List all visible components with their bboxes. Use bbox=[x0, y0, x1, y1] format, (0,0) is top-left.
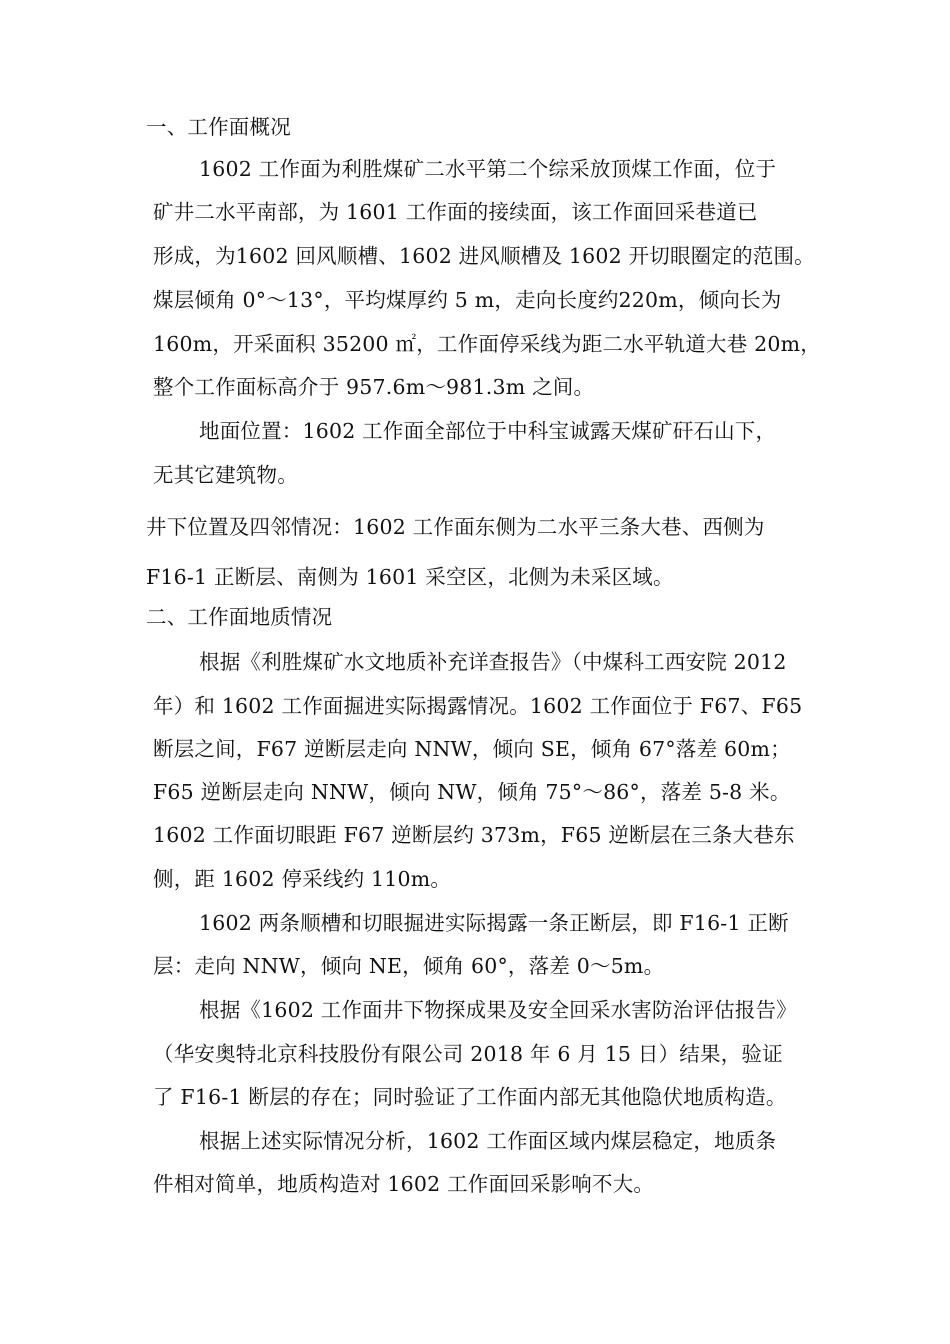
paragraph-line: 地面位置：1602 工作面全部位于中科宝诚露天煤矿矸石山下， bbox=[199, 419, 777, 443]
paragraph-line: F16-1 正断层、南侧为 1601 采空区，北侧为未采区域。 bbox=[146, 565, 674, 589]
paragraph-line: 根据上述实际情况分析，1602 工作面区域内煤层稳定，地质条 bbox=[199, 1129, 777, 1153]
paragraph-line: 煤层倾角 0°～13°，平均煤厚约 5 m，走向长度约220m，倾向长为 bbox=[153, 288, 782, 312]
paragraph-line: 了 F16-1 断层的存在；同时验证了工作面内部无其他隐伏地质构造。 bbox=[153, 1085, 787, 1109]
paragraph-line: 断层之间，F67 逆断层走向 NNW，倾向 SE，倾角 67°落差 60m； bbox=[153, 737, 791, 761]
paragraph-line: 1602 两条顺槽和切眼掘进实际揭露一条正断层，即 F16-1 正断 bbox=[199, 911, 789, 935]
paragraph-line: 层：走向 NNW，倾向 NE，倾角 60°，落差 0～5m。 bbox=[153, 954, 665, 978]
paragraph-line: 井下位置及四邻情况：1602 工作面东侧为二水平三条大巷、西侧为 bbox=[146, 515, 765, 539]
paragraph-line: 根据《1602 工作面井下物探成果及安全回采水害防治评估报告》 bbox=[199, 998, 797, 1022]
paragraph-line: 侧，距 1602 停采线约 110m。 bbox=[153, 867, 452, 891]
section-heading: 二、工作面地质情况 bbox=[146, 605, 333, 629]
paragraph-line: 1602 工作面切眼距 F67 逆断层约 373m，F65 逆断层在三条大巷东 bbox=[153, 823, 795, 847]
paragraph-line: 矿井二水平南部，为 1601 工作面的接续面，该工作面回采巷道已 bbox=[153, 200, 758, 224]
paragraph-line: 形成，为1602 回风顺槽、1602 进风顺槽及 1602 开切眼圈定的范围。 bbox=[153, 244, 815, 268]
paragraph-line: 根据《利胜煤矿水文地质补充详查报告》（中煤科工西安院 2012 bbox=[199, 650, 787, 674]
paragraph-line: 整个工作面标高介于 957.6m～981.3m 之间。 bbox=[153, 375, 595, 399]
section-heading: 一、工作面概况 bbox=[146, 115, 291, 139]
paragraph-line: 160m，开采面积 35200 ㎡，工作面停采线为距二水平轨道大巷 20m， bbox=[153, 332, 821, 356]
paragraph-line: 1602 工作面为利胜煤矿二水平第二个综采放顶煤工作面，位于 bbox=[199, 157, 777, 181]
paragraph-line: 无其它建筑物。 bbox=[153, 463, 298, 487]
paragraph-line: F65 逆断层走向 NNW，倾向 NW，倾角 75°～86°，落差 5-8 米。 bbox=[153, 780, 791, 804]
paragraph-line: 年）和 1602 工作面掘进实际揭露情况。1602 工作面位于 F67、F65 bbox=[153, 694, 803, 718]
paragraph-line: 件相对简单，地质构造对 1602 工作面回采影响不大。 bbox=[153, 1172, 655, 1196]
paragraph-line: （华安奥特北京科技股份有限公司 2018 年 6 月 15 日）结果，验证 bbox=[153, 1042, 783, 1066]
